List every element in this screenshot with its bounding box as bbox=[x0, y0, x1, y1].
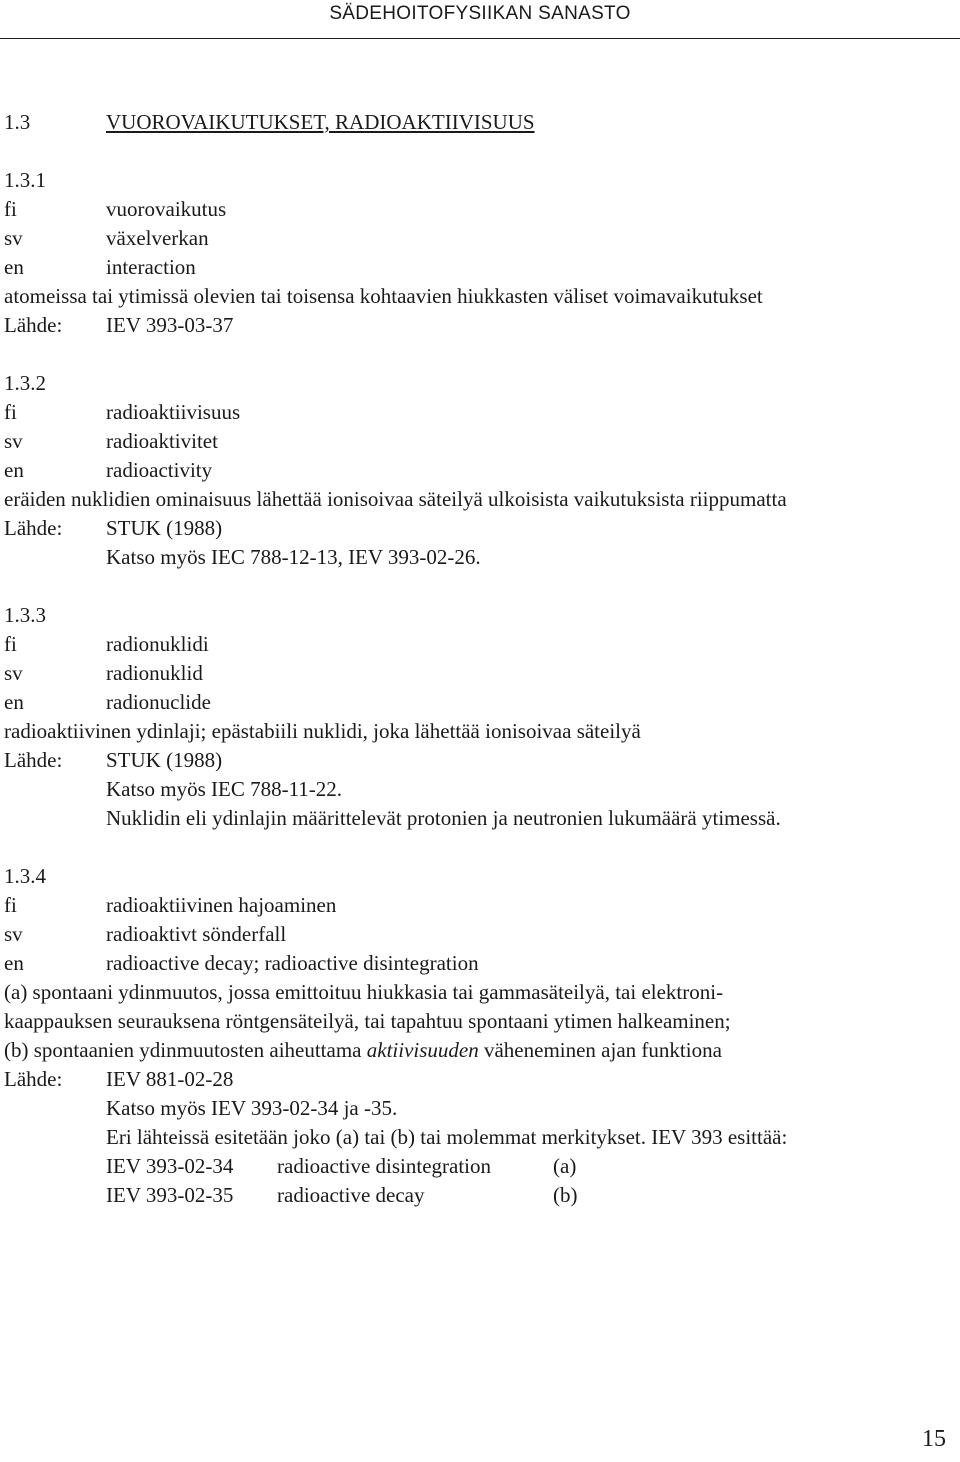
definition: radioaktiivinen ydinlaji; epästabiili nuklidi, joka lähettää ionisoivaa säteilyä bbox=[4, 719, 641, 743]
term-fi: fi radioaktiivinen hajoaminen bbox=[4, 893, 337, 917]
term-fi: fi vuorovaikutus bbox=[4, 197, 227, 221]
entry-number: 1.3.4 bbox=[4, 864, 46, 888]
definition: (b) spontaanien ydinmuutosten aiheuttama aktiivisuuden väheneminen ajan funktiona bbox=[4, 1038, 722, 1062]
source: Lähde: STUK (1988) bbox=[4, 748, 223, 772]
entry-number: 1.3.2 bbox=[4, 371, 46, 395]
term-en: en radioactivity bbox=[4, 458, 213, 482]
term-sv: sv växelverkan bbox=[4, 226, 209, 250]
running-header bbox=[0, 0, 960, 39]
source: Lähde: IEV 393-03-37 bbox=[4, 313, 234, 337]
definition: atomeissa tai ytimissä olevien tai toisensa kohtaavien hiukkasten väliset voimavaikutukset bbox=[4, 284, 763, 308]
note: Nuklidin eli ydinlajin määrittelevät protonien ja neutronien lukumäärä ytimessä. bbox=[106, 806, 781, 830]
term-entry bbox=[4, 601, 954, 833]
term-sv: sv radionuklid bbox=[4, 661, 203, 685]
source: Lähde: IEV 881-02-28 bbox=[4, 1067, 234, 1091]
definition: kaappauksen seurauksena röntgensäteilyä, tai tapahtuu spontaani ytimen halkeaminen; bbox=[4, 1009, 731, 1033]
source: Lähde: STUK (1988) bbox=[4, 516, 223, 540]
document-body bbox=[4, 108, 954, 1210]
section-number: 1.3 bbox=[4, 110, 31, 134]
term-entry bbox=[4, 369, 954, 572]
definition: (a) spontaani ydinmuutos, jossa emittoituu hiukkasia tai gammasäteilyä, tai elektroni- bbox=[4, 980, 724, 1004]
term-entry bbox=[4, 862, 954, 1210]
note: Eri lähteissä esitetään joko (a) tai (b) tai molemmat merkitykset. IEV 393 esittää: bbox=[106, 1125, 788, 1149]
running-header-title: SÄDEHOITOFYSIIKAN SANASTO bbox=[329, 3, 631, 24]
note: Katso myös IEC 788-12-13, IEV 393-02-26. bbox=[106, 545, 481, 569]
table-row: IEV 393-02-34 radioactive disintegration (a) bbox=[106, 1154, 577, 1178]
term-fi: fi radioaktiivisuus bbox=[4, 400, 241, 424]
note: Katso myös IEC 788-11-22. bbox=[106, 777, 343, 801]
page-number: 15 bbox=[922, 1426, 946, 1452]
italic-term: aktiivisuuden bbox=[366, 1038, 479, 1062]
section-title: VUOROVAIKUTUKSET, RADIOAKTIIVISUUS bbox=[106, 110, 535, 134]
table-row: IEV 393-02-35 radioactive decay (b) bbox=[106, 1183, 578, 1207]
term-fi: fi radionuklidi bbox=[4, 632, 209, 656]
entry-number: 1.3.1 bbox=[4, 168, 46, 192]
term-en: en interaction bbox=[4, 255, 196, 279]
definition: eräiden nuklidien ominaisuus lähettää ionisoivaa säteilyä ulkoisista vaikutuksista riippumatta bbox=[4, 487, 787, 511]
term-en: en radioactive decay; radioactive disintegration bbox=[4, 951, 479, 975]
term-sv: sv radioaktivitet bbox=[4, 429, 218, 453]
term-entry bbox=[4, 166, 954, 340]
section-heading bbox=[4, 108, 954, 137]
term-en: en radionuclide bbox=[4, 690, 211, 714]
note: Katso myös IEV 393-02-34 ja -35. bbox=[106, 1096, 398, 1120]
term-sv: sv radioaktivt sönderfall bbox=[4, 922, 287, 946]
entry-number: 1.3.3 bbox=[4, 603, 46, 627]
